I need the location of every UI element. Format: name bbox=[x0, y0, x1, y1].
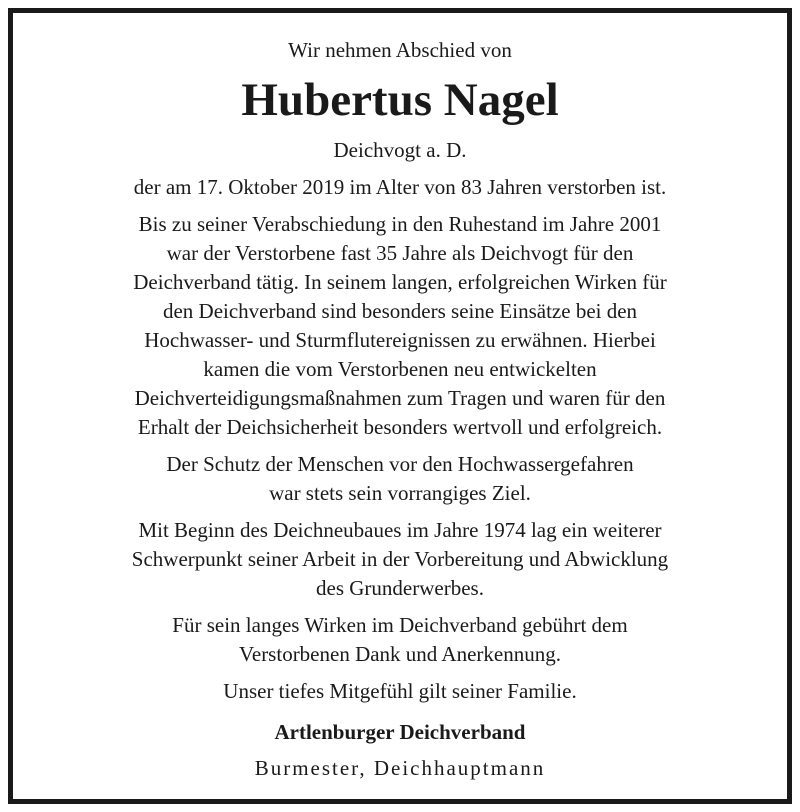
paragraph-condolence bbox=[37, 677, 763, 706]
text-line: Deichverteidigungsmaßnahmen zum Tragen und waren für den bbox=[134, 386, 666, 410]
signatory: Burmester, Deichhauptmann bbox=[254, 756, 546, 780]
text-line: Mit Beginn des Deichneubaues im Jahre 1974 lag ein weiterer bbox=[138, 518, 662, 542]
intro-line: Wir nehmen Abschied von bbox=[288, 38, 512, 62]
deceased-title: Deichvogt a. D. bbox=[333, 138, 467, 162]
text-line: Schwerpunkt seiner Arbeit in der Vorbereitung und Abwicklung bbox=[131, 547, 669, 571]
text-line: den Deichverband sind besonders seine Einsätze bei den bbox=[162, 299, 638, 323]
text-line: war stets sein vorrangiges Ziel. bbox=[269, 481, 531, 505]
text-line: Unser tiefes Mitgefühl gilt seiner Familie. bbox=[223, 679, 577, 703]
text-line: des Grunderwerbes. bbox=[316, 576, 484, 600]
paragraph-career bbox=[37, 210, 763, 442]
text-line: Für sein langes Wirken im Deichverband gebührt dem bbox=[172, 613, 628, 637]
text-line: Verstorbenen Dank und Anerkennung. bbox=[239, 642, 561, 666]
notice-body bbox=[37, 173, 763, 714]
text-line: der am 17. Oktober 2019 im Alter von 83 Jahren verstorben ist. bbox=[133, 175, 667, 199]
text-line: war der Verstorbene fast 35 Jahre als Deichvogt für den bbox=[166, 241, 634, 265]
text-line: Hochwasser- und Sturmflutereignissen zu erwähnen. Hierbei bbox=[144, 328, 656, 352]
deceased-name: Hubertus Nagel bbox=[241, 74, 559, 126]
obituary-notice bbox=[8, 8, 792, 804]
paragraph-death-date bbox=[37, 173, 763, 202]
paragraph-thanks bbox=[37, 611, 763, 669]
text-line: Der Schutz der Menschen vor den Hochwassergefahren bbox=[166, 452, 634, 476]
paragraph-construction bbox=[37, 516, 763, 603]
text-line: Erhalt der Deichsicherheit besonders wertvoll und erfolgreich. bbox=[137, 415, 663, 439]
organization-name: Artlenburger Deichverband bbox=[274, 720, 526, 744]
text-line: Bis zu seiner Verabschiedung in den Ruhestand im Jahre 2001 bbox=[138, 212, 662, 236]
paragraph-protection bbox=[37, 450, 763, 508]
text-line: Deichverband tätig. In seinem langen, erfolgreichen Wirken für bbox=[133, 270, 667, 294]
text-line: kamen die vom Verstorbenen neu entwickelten bbox=[203, 357, 597, 381]
